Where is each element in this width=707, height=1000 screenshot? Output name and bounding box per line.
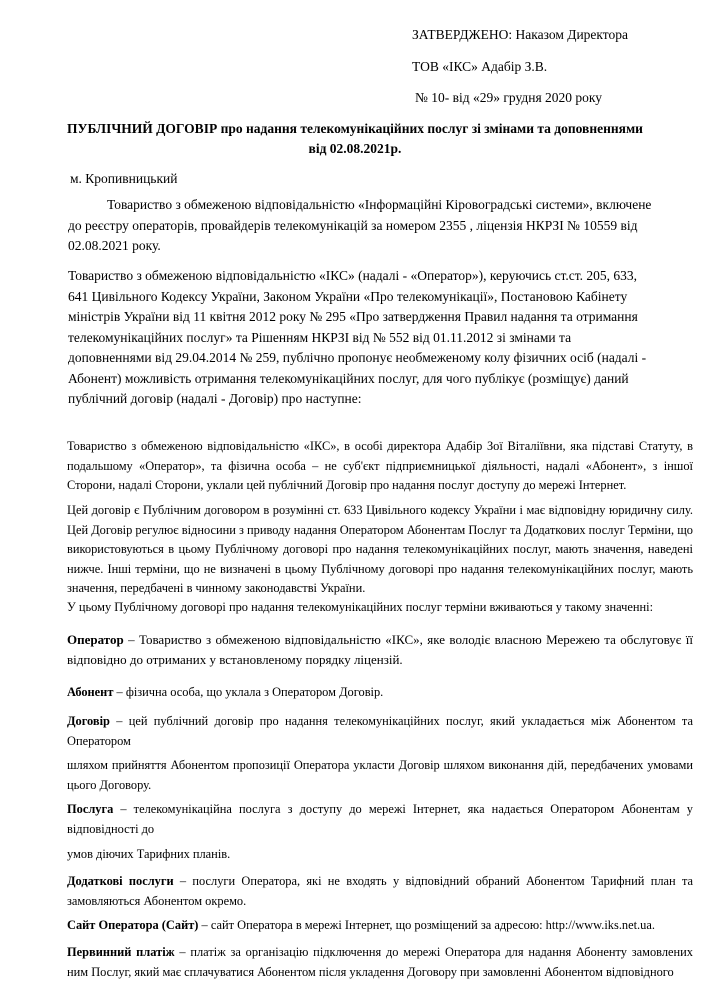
document-title: ПУБЛІЧНИЙ ДОГОВІР про надання телекомунікаційних послуг зі змінами та доповненнями від 02.08.2021р. xyxy=(67,121,643,156)
definition-operator-text: – Товариство з обмеженою відповідальністю «ІКС», яке володіє власною Мережею та обслуговує її відповідно до отриманих у встановленому порядку ліцензій. xyxy=(67,632,693,667)
term-dodatkovi: Додаткові послуги xyxy=(67,874,174,888)
definition-sait-text: – сайт Оператора в мережі Інтернет, що розміщений за адресою: http://www.iks.net.ua. xyxy=(198,918,655,932)
city: м. Кропивницький xyxy=(70,171,178,186)
term-operator: Оператор xyxy=(67,632,124,647)
definition-abonent-text: – фізична особа, що уклала з Оператором Договір. xyxy=(113,685,384,699)
term-platizh: Первинний платіж xyxy=(67,945,175,959)
body-paragraph-2: Цей договір є Публічним договором в розумінні ст. 633 Цивільного кодексу України і має відповідну юридичну силу. Цей Договір регулює відносини з приводу надання Оператором Абонентам Послуг та Додаткових послуг Терміни, що використовуються в цьому Публічному договорі про надання телекомунікаційних послуг, мають значення, наведені нижче. Інші терміни, що не визначені в цьому Публічному договорі про надання телекомунікаційних послуг, мають значення, передбачені в чинному законодавстві України. xyxy=(67,503,693,595)
definition-sait xyxy=(67,916,693,936)
definition-operator xyxy=(67,630,693,669)
approval-line-2: ТОВ «ІКС» Адабір З.В. xyxy=(412,59,548,74)
intro-paragraph-2: Товариство з обмеженою відповідальністю «ІКС» (надалі - «Оператор»), керуючись ст.ст. 205, 633, 641 Цивільного Кодексу України, Законом України «Про телекомунікації», Постановою Кабінету міністрів України від 11 квітня 2012 року № 295 «Про затвердження Правил надання та отримання телекомунікаційних послуг» та Рішенням НКРЗІ від № 552 від 01.11.2012 зі змінами та доповненнями від 29.04.2014 № 259, публічно пропонує необмеженому колу фізичних осіб (надалі - Абонент) можливість отримання телекомунікаційних послуг, для чого публікує (розміщує) даний публічний договір (надалі - Договір) про наступне: xyxy=(68,268,647,406)
term-dogovir: Договір xyxy=(67,714,110,728)
definition-abonent xyxy=(67,683,693,703)
definition-dogovir-text: – цей публічний договір про надання телекомунікаційних послуг, який укладається між Абонентом та Оператором xyxy=(67,714,693,748)
term-posluha: Послуга xyxy=(67,802,114,816)
intro-paragraph-1: Товариство з обмеженою відповідальністю «Інформаційні Кіровоградські системи», включене до реєстру операторів, провайдерів телекомунікацій за номером 2355 , ліцензія НКРЗІ № 10559 від 02.08.2021 року. xyxy=(68,197,652,253)
definition-dogovir xyxy=(67,712,693,751)
definition-dogovir-continued: шляхом прийняття Абонентом пропозиції Оператора укласти Договір шляхом виконання дій, передбачених умовами цього Договору. xyxy=(67,758,693,792)
body-paragraph-3: У цьому Публічному договорі про надання телекомунікаційних послуг терміни вживаються у такому значенні: xyxy=(67,600,654,614)
approval-line-1: ЗАТВЕРДЖЕНО: Наказом Директора xyxy=(412,27,629,42)
definition-posluha-text: – телекомунікаційна послуга з доступу до мережі Інтернет, яка надається Оператором Абонентам у відповідності до xyxy=(67,802,693,836)
definition-dodatkovi xyxy=(67,872,693,911)
definition-posluha xyxy=(67,800,693,839)
definition-posluha-continued: умов діючих Тарифних планів. xyxy=(67,847,231,861)
definition-platizh-text: – платіж за організацію підключення до мережі Оператора для надання Абоненту замовлених ним Послуг, який має сплачуватися Абонентом після укладення Договору при замовленні Абонентом відповідного xyxy=(67,945,693,979)
definition-dodatkovi-text: – послуги Оператора, які не входять у відповідний обраний Абонентом Тарифний план та замовляються Абонентом окремо. xyxy=(67,874,694,908)
definition-platizh xyxy=(67,943,693,982)
body-paragraph-1: Товариство з обмеженою відповідальністю «ІКС», в особі директора Адабір Зої Віталіївни, яка підставі Статуту, в подальшому «Оператор», та фізична особа – не суб'єкт підприємницької діяльності, надалі «Абонент», з іншої Сторони, надалі Сторони, уклали цей публічний Договір про надання послуг доступу до мережі Інтернет. xyxy=(67,439,693,492)
term-abonent: Абонент xyxy=(67,685,114,699)
term-sait: Сайт Оператора (Сайт) xyxy=(67,918,199,932)
approval-line-3: № 10- від «29» грудня 2020 року xyxy=(415,90,603,105)
